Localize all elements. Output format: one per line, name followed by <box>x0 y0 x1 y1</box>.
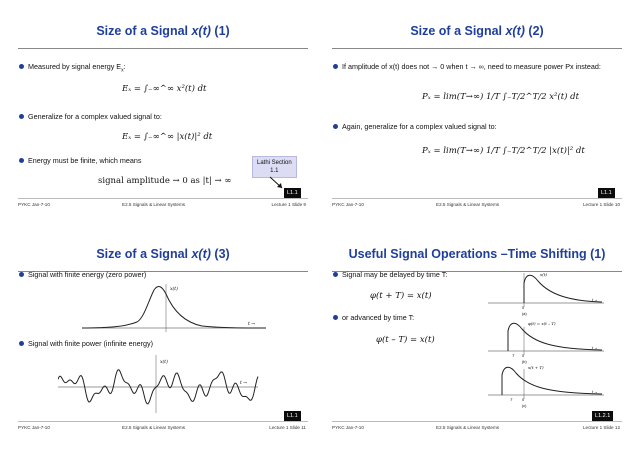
finite-energy-plot <box>82 280 272 336</box>
amplitude-condition: signal amplitude → 0 as |t| → ∞ <box>98 176 232 186</box>
bullet-subscript: x <box>121 67 124 74</box>
footer-course: E2.5 Signals & Linear Systems <box>436 425 500 430</box>
complex-energy-equation: Eₓ = ∫₋∞^∞ |x(t)|² dt <box>122 132 213 142</box>
bullet-power: If amplitude of x(t) does not → 0 when t → ∞, need to measure power Px instead: <box>342 62 622 71</box>
title-suffix: (1) <box>210 24 230 38</box>
footer-slide-number: Lecture 1 Slide 9 <box>271 202 306 207</box>
footer-course: E2.5 Signals & Linear Systems <box>122 425 186 430</box>
title-text: Size of a Signal <box>410 24 506 38</box>
title-divider <box>332 48 622 49</box>
footer-slide-number: Lecture 1 Slide 10 <box>582 202 620 207</box>
energy-equation: Eₓ = ∫₋∞^∞ x²(t) dt <box>122 84 207 94</box>
bullet-finite-energy: Signal with finite energy (zero power) <box>28 270 147 279</box>
title-symbol: x(t) <box>505 24 525 38</box>
title-text: Size of a Signal <box>96 247 192 261</box>
footer-date: PYKC Jan-7-10 <box>332 425 364 430</box>
plot1-axis-label: t → <box>248 322 256 327</box>
slide-title <box>12 247 314 261</box>
bullet-complex-power: Again, generalize for a complex valued signal to: <box>342 122 497 131</box>
plot-b-zero: 0 <box>522 354 525 358</box>
slide-title <box>326 24 628 38</box>
bullet-advanced: or advanced by time T: <box>342 313 415 322</box>
slide-10 <box>326 10 628 210</box>
signal-c-curve <box>502 367 602 395</box>
finite-power-plot <box>58 351 268 415</box>
note-line-2: 1.1 <box>270 168 279 174</box>
title-divider <box>18 48 308 49</box>
plot-c-axis: t → <box>592 390 598 394</box>
footer-slide-number: Lecture 1 Slide 11 <box>269 425 306 430</box>
title-symbol: x(t) <box>191 247 211 261</box>
slide-12 <box>326 233 628 433</box>
advance-equation: φ(t – T) = x(t) <box>376 335 435 345</box>
title-symbol: x(t) <box>191 24 211 38</box>
signal-b-curve <box>508 323 602 351</box>
plot-c-T-mark: T <box>510 398 513 402</box>
slide-9 <box>12 10 314 210</box>
footer-slide-number: Lecture 1 Slide 12 <box>582 425 620 430</box>
slide-title: Useful Signal Operations –Time Shifting (1) <box>348 247 606 261</box>
footer-course: E2.5 Signals & Linear Systems <box>436 202 500 207</box>
section-tag: L1.1 <box>284 188 301 198</box>
energy-signal-curve <box>82 287 266 328</box>
title-text: Size of a Signal <box>96 24 192 38</box>
section-tag: L1.1 <box>284 411 301 421</box>
delay-equation: φ(t + T) = x(t) <box>370 291 432 301</box>
bullet-energy: Measured by signal energy $E_x$: <box>28 62 126 74</box>
plot-a-axis: t → <box>592 298 598 302</box>
slide-title <box>12 24 314 38</box>
footer-course: E2.5 Signals & Linear Systems <box>122 202 186 207</box>
title-suffix: (3) <box>210 247 230 261</box>
footer-divider <box>332 421 622 422</box>
time-shift-plots <box>486 269 608 419</box>
signal-a-curve <box>524 275 602 303</box>
footer-date: PYKC Jan-7-10 <box>332 202 364 207</box>
plot-b-axis: t → <box>592 346 598 350</box>
plot-b-caption: (b) <box>522 360 527 364</box>
footer-divider <box>18 421 308 422</box>
bullet-complex: Generalize for a complex valued signal to: <box>28 112 162 121</box>
bullet-finite: Energy must be finite, which means <box>28 156 142 165</box>
complex-power-equation: Pₓ = lim(T→∞) 1/T ∫₋T/2^T/2 |x(t)|² dt <box>422 146 585 156</box>
section-tag: L1.1 <box>598 188 615 198</box>
plot2-axis-label: t → <box>240 381 248 386</box>
footer-divider <box>18 198 308 199</box>
plot-a-zero: 0 <box>522 306 525 310</box>
note-line-1: Lathi Section <box>257 160 292 166</box>
footer-date: PYKC Jan-7-10 <box>18 425 50 430</box>
plot-c-zero: 0 <box>522 398 525 402</box>
plot2-label: x(t) <box>160 360 168 365</box>
plot1-label: x(t) <box>170 287 178 292</box>
bullet-finite-power: Signal with finite power (infinite energy) <box>28 339 154 348</box>
section-tag: L1.2.1 <box>592 411 613 421</box>
plot-b-label: φ(t) = x(t – T) <box>528 321 556 326</box>
power-equation: Pₓ = lim(T→∞) 1/T ∫₋T/2^T/2 x²(t) dt <box>422 92 580 102</box>
footer-divider <box>332 198 622 199</box>
plot-c-caption: (c) <box>522 404 527 408</box>
slide-11 <box>12 233 314 433</box>
plot-b-T-mark: T <box>512 354 515 358</box>
footer-date: PYKC Jan-7-10 <box>18 202 50 207</box>
bullet-delayed: Signal may be delayed by time T: <box>342 270 448 279</box>
bullet-text: Measured by signal energy E <box>28 62 122 71</box>
title-suffix: (2) <box>524 24 544 38</box>
lathi-section-note <box>252 156 297 178</box>
plot-c-label: x(t + T) <box>528 365 544 370</box>
plot-a-label: x(t) <box>540 272 547 277</box>
plot-a-caption: (a) <box>522 312 527 316</box>
